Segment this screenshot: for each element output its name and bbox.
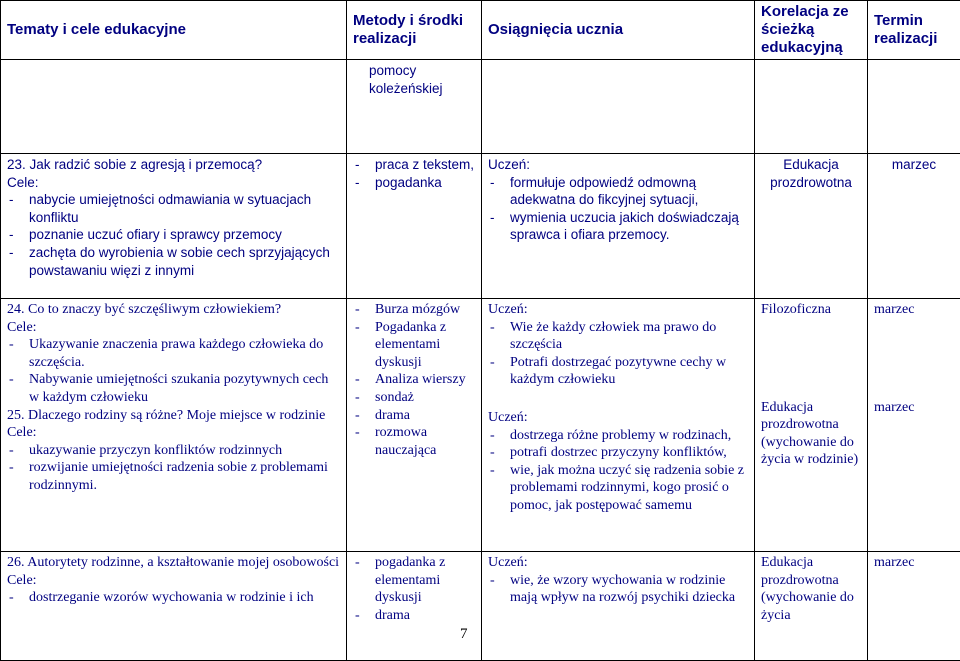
term-text: marzec	[874, 399, 954, 417]
header-term: Termin realizacji	[868, 1, 960, 60]
method-item: - pogadanka	[353, 174, 475, 192]
header-achievements: Osiągnięcia ucznia	[482, 1, 755, 60]
method-item: - drama	[353, 607, 475, 625]
achievement-item: - dostrzega różne problemy w rodzinach,	[488, 427, 748, 445]
cell-term	[868, 299, 960, 552]
cell-term: marzec	[868, 552, 960, 661]
achievement-item: - formułuje odpowiedź odmowną adekwatna do fikcyjnej sytuacji,	[488, 174, 748, 209]
method-item: - Analiza wierszy	[353, 371, 475, 389]
topic-title: 26. Autorytety rodzinne, a kształtowanie mojej osobowości	[7, 554, 340, 572]
cell-term	[868, 60, 960, 154]
goals-list	[7, 442, 340, 495]
term-text: marzec	[874, 301, 954, 319]
method-item: - sondaż	[353, 389, 475, 407]
goals-label: Cele:	[7, 174, 340, 192]
cell-methods	[347, 299, 482, 552]
cell-methods	[347, 552, 482, 661]
cell-correlation: Edukacja prozdrowotna (wychowanie do życia	[755, 552, 868, 661]
goals-label: Cele:	[7, 319, 340, 337]
goals-label: Cele:	[7, 572, 340, 590]
topic-title: 25. Dlaczego rodziny są różne? Moje miejsce w rodzinie	[7, 407, 340, 425]
achievement-item: - Wie że każdy człowiek ma prawo do szczęścia	[488, 319, 748, 354]
goals-list	[7, 589, 340, 607]
cell-methods	[347, 154, 482, 299]
method-item: - drama	[353, 407, 475, 425]
student-label: Uczeń:	[488, 156, 748, 174]
cell-methods	[347, 60, 482, 154]
method-item: - praca z tekstem,	[353, 156, 475, 174]
method-item: pomocy	[369, 62, 475, 80]
achievement-item: - potrafi dostrzec przyczyny konfliktów,	[488, 444, 748, 462]
cell-correlation	[755, 60, 868, 154]
cell-topic	[1, 299, 347, 552]
goals-list	[7, 191, 340, 279]
cell-achievements	[482, 154, 755, 299]
goal-item: - Ukazywanie znaczenia prawa każdego człowieka do szczęścia.	[7, 336, 340, 371]
goal-item: - rozwijanie umiejętności radzenia sobie z problemami rodzinnymi.	[7, 459, 340, 494]
achievements-list	[488, 319, 748, 389]
cell-achievements	[482, 299, 755, 552]
correlation-text: Filozoficzna	[761, 301, 861, 319]
header-topics: Tematy i cele edukacyjne	[1, 1, 347, 60]
goals-label: Cele:	[7, 424, 340, 442]
methods-list	[353, 554, 475, 624]
goal-item: - ukazywanie przyczyn konfliktów rodzinnych	[7, 442, 340, 460]
header-correlation: Korelacja ze ścieżką edukacyjną	[755, 1, 868, 60]
table-row-24-25	[1, 299, 960, 552]
table-row-23	[1, 154, 960, 299]
method-item: - Pogadanka z elementami dyskusji	[353, 319, 475, 372]
methods-list	[353, 156, 475, 191]
achievements-list	[488, 572, 748, 607]
topic-title: 24. Co to znaczy być szczęśliwym człowiekiem?	[7, 301, 340, 319]
page-number: 7	[460, 626, 468, 643]
achievement-item: - wymienia uczucia jakich doświadczają sprawca i ofiara przemocy.	[488, 209, 748, 244]
cell-topic	[1, 552, 347, 661]
achievements-list	[488, 427, 748, 515]
achievement-item: - Potrafi dostrzegać pozytywne cechy w każdym człowieku	[488, 354, 748, 389]
student-label: Uczeń:	[488, 409, 748, 427]
achievement-item: - wie, jak można uczyć się radzenia sobie z problemami rodzinnymi, kogo prosić o pomoc, jak postępować samemu	[488, 462, 748, 515]
student-label: Uczeń:	[488, 554, 748, 572]
cell-correlation	[755, 299, 868, 552]
goal-item: - zachęta do wyrobienia w sobie cech sprzyjających powstawaniu więzi z innymi	[7, 244, 340, 279]
method-item: - rozmowa nauczająca	[353, 424, 475, 459]
topic-title: 23. Jak radzić sobie z agresją i przemocą?	[7, 156, 340, 174]
cell-achievements	[482, 60, 755, 154]
achievements-list	[488, 174, 748, 244]
student-label: Uczeń:	[488, 301, 748, 319]
goal-item: - Nabywanie umiejętności szukania pozytywnych cech w każdym człowieku	[7, 371, 340, 406]
cell-topic	[1, 154, 347, 299]
methods-list	[353, 301, 475, 459]
cell-achievements	[482, 552, 755, 661]
goal-item: - nabycie umiejętności odmawiania w sytuacjach konfliktu	[7, 191, 340, 226]
table-row-26	[1, 552, 960, 661]
goal-item: - poznanie uczuć ofiary i sprawcy przemocy	[7, 226, 340, 244]
achievement-item: - wie, że wzory wychowania w rodzinie mają wpływ na rozwój psychiki dziecka	[488, 572, 748, 607]
method-item: koleżeńskiej	[369, 80, 475, 98]
goal-item: - dostrzeganie wzorów wychowania w rodzinie i ich	[7, 589, 340, 607]
header-row	[1, 1, 960, 60]
cell-correlation: Edukacja prozdrowotna	[755, 154, 868, 299]
header-methods: Metody i środki realizacji	[347, 1, 482, 60]
correlation-text: Edukacja prozdrowotna (wychowanie do życia w rodzinie)	[761, 399, 861, 469]
goals-list	[7, 336, 340, 406]
method-item: - pogadanka z elementami dyskusji	[353, 554, 475, 607]
table-row-continuation	[1, 60, 960, 154]
cell-topic	[1, 60, 347, 154]
cell-term: marzec	[868, 154, 960, 299]
method-item: - Burza mózgów	[353, 301, 475, 319]
